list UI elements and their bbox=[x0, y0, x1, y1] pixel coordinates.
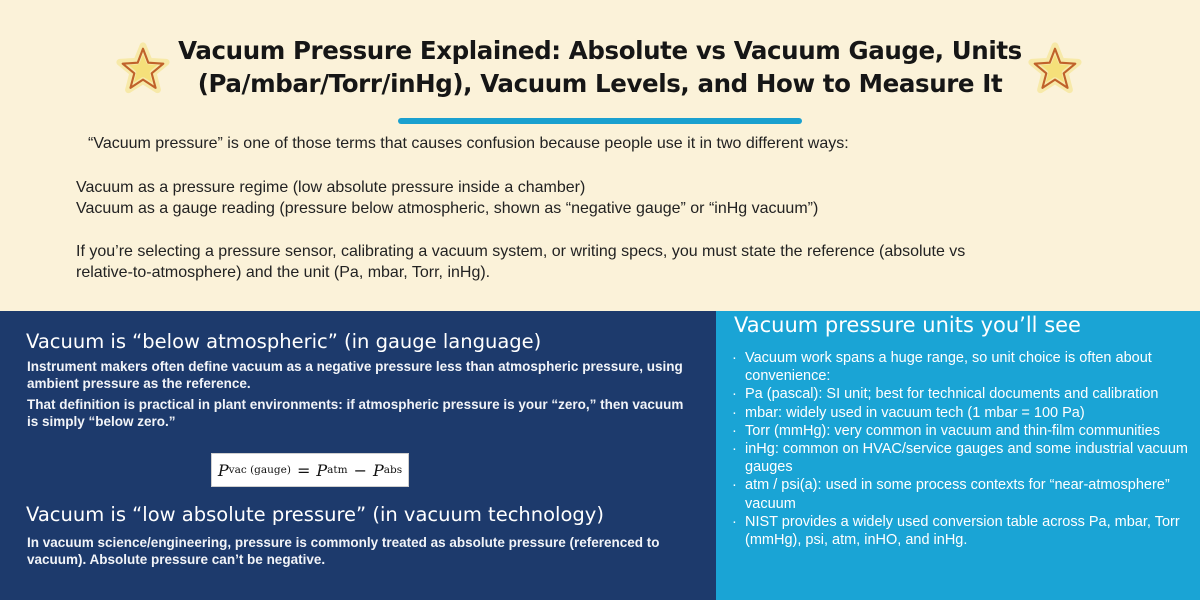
section-heading: Vacuum is “below atmospheric” (in gauge language) bbox=[26, 330, 542, 353]
units-heading: Vacuum pressure units you’ll see bbox=[734, 313, 1081, 337]
title-underline bbox=[398, 118, 802, 124]
list-item: · NIST provides a widely used conversion table across Pa, mbar, Torr (mmHg), psi, atm, inHO, and inHg. bbox=[730, 513, 1190, 549]
list-item: · Vacuum work spans a huge range, so unit choice is often about convenience: bbox=[730, 349, 1190, 385]
formula-subscript: abs bbox=[383, 464, 403, 476]
list-item: · Torr (mmHg): very common in vacuum and thin-film communities bbox=[730, 422, 1190, 440]
gauge-vacuum-panel bbox=[0, 311, 716, 600]
page-title: Vacuum Pressure Explained: Absolute vs Vacuum Gauge, Units (Pa/mbar/Torr/inHg), Vacuum Levels, and How to Measure It bbox=[178, 36, 1022, 98]
intro-lead: “Vacuum pressure” is one of those terms that causes confusion because people use it in two different ways: bbox=[88, 135, 849, 152]
intro-note: If you’re selecting a pressure sensor, calibrating a vacuum system, or writing specs, you must state the reference (absolute vs bbox=[76, 243, 966, 260]
list-item: · Pa (pascal): SI unit; best for technical documents and calibration bbox=[730, 385, 1190, 403]
section-heading: Vacuum is “low absolute pressure” (in vacuum technology) bbox=[26, 503, 604, 526]
section-paragraph: In vacuum science/engineering, pressure is commonly treated as absolute pressure (referenced to vacuum). Absolute pressure can’t be negative. bbox=[27, 535, 660, 567]
formula-term: P bbox=[316, 460, 328, 480]
list-item: · mbar: widely used in vacuum tech (1 mbar = 100 Pa) bbox=[730, 404, 1190, 422]
section-paragraph: That definition is practical in plant environments: if atmospheric pressure is your “zero,” then vacuum is simply “below zero.” bbox=[27, 397, 684, 429]
list-item: · atm / psi(a): used in some process contexts for “near-atmosphere” vacuum bbox=[730, 476, 1190, 512]
intro-note: relative-to-atmosphere) and the unit (Pa, mbar, Torr, inHg). bbox=[76, 264, 491, 281]
formula-term: P bbox=[217, 460, 229, 480]
gauge-formula bbox=[211, 453, 409, 487]
section-paragraph: Instrument makers often define vacuum as a negative pressure less than atmospheric pressure, using ambient pressure as the reference. bbox=[27, 359, 683, 391]
intro-regime-item: Vacuum as a pressure regime (low absolute pressure inside a chamber) bbox=[76, 179, 586, 196]
units-panel bbox=[716, 311, 1200, 600]
intro-regime-item: Vacuum as a gauge reading (pressure below atmospheric, shown as “negative gauge” or “inHg vacuum”) bbox=[76, 200, 819, 217]
formula-operator: = bbox=[296, 460, 311, 480]
formula-subscript: atm bbox=[327, 464, 348, 476]
list-item: · inHg: common on HVAC/service gauges and some industrial vacuum gauges bbox=[730, 440, 1190, 476]
formula-subscript: vac (gauge) bbox=[228, 464, 291, 476]
formula-term: P bbox=[372, 460, 384, 480]
units-list bbox=[730, 349, 1190, 549]
formula-operator: − bbox=[353, 460, 367, 480]
